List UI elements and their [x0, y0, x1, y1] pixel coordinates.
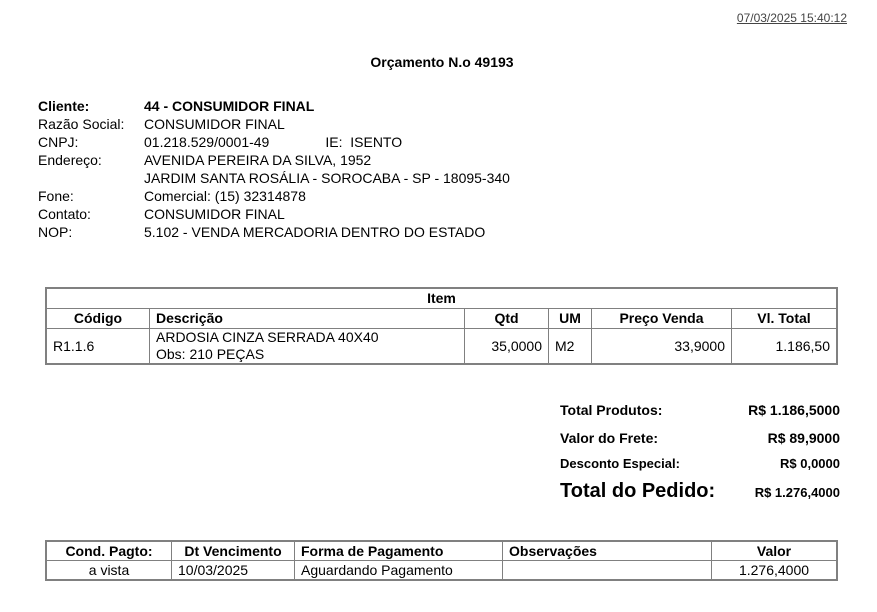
cell-preco: 33,9000	[592, 329, 732, 365]
items-caption-row	[46, 288, 837, 309]
client-row	[38, 97, 510, 115]
cnpj-row	[38, 133, 510, 151]
col-descricao: Descrição	[150, 309, 465, 329]
cell-valor: 1.276,4000	[712, 561, 838, 581]
col-um: UM	[549, 309, 592, 329]
nop-value: 5.102 - VENDA MERCADORIA DENTRO DO ESTADO	[144, 224, 486, 240]
cell-forma: Aguardando Pagamento	[295, 561, 503, 581]
total-pedido-value: R$ 1.276,4000	[754, 485, 840, 500]
ie-value: ISENTO	[350, 134, 403, 150]
desconto-value: R$ 0,0000	[780, 456, 840, 471]
nop-label: NOP:	[38, 224, 73, 240]
col-qtd: Qtd	[465, 309, 549, 329]
cell-um: M2	[549, 329, 592, 365]
razao-label: Razão Social:	[38, 116, 125, 132]
col-dt-vencimento: Dt Vencimento	[172, 541, 295, 561]
payment-table	[45, 540, 838, 581]
total-produtos-value: R$ 1.186,5000	[748, 402, 840, 418]
items-table	[45, 287, 838, 365]
cell-codigo: R1.1.6	[46, 329, 150, 365]
contato-label: Contato:	[38, 206, 91, 222]
endereco-label: Endereço:	[38, 152, 102, 168]
page-title: Orçamento N.o 49193	[370, 54, 514, 70]
payment-header-row	[46, 541, 837, 561]
cell-vencimento: 10/03/2025	[172, 561, 295, 581]
col-observacoes: Observações	[503, 541, 712, 561]
cnpj-label: CNPJ:	[38, 134, 79, 150]
spacer	[38, 169, 144, 187]
total-produtos-row	[560, 400, 840, 426]
col-cond-pagto: Cond. Pagto:	[46, 541, 172, 561]
cliente-label: Cliente:	[38, 98, 90, 114]
fone-value: Comercial: (15) 32314878	[144, 188, 306, 204]
cell-total: 1.186,50	[732, 329, 838, 365]
contato-value: CONSUMIDOR FINAL	[144, 206, 285, 222]
endereco-row	[38, 151, 510, 169]
cnpj-value: 01.218.529/0001-49	[144, 134, 270, 150]
endereco-line2: JARDIM SANTA ROSÁLIA - SOROCABA - SP - 18095-340	[144, 170, 510, 186]
totals-block	[560, 400, 840, 504]
total-pedido-row	[560, 474, 840, 504]
items-header-row	[46, 309, 837, 329]
desconto-label: Desconto Especial:	[560, 456, 680, 471]
item-description: ARDOSIA CINZA SERRADA 40X40	[156, 329, 379, 345]
razao-value: CONSUMIDOR FINAL	[144, 116, 285, 132]
fone-row	[38, 187, 510, 205]
ie-label: IE:	[325, 134, 343, 150]
razao-row	[38, 115, 510, 133]
cell-cond: a vista	[46, 561, 172, 581]
endereco-row-2	[38, 169, 510, 187]
frete-value: R$ 89,9000	[767, 430, 840, 446]
table-row	[46, 329, 837, 365]
col-preco: Preço Venda	[592, 309, 732, 329]
print-timestamp: 07/03/2025 15:40:12	[736, 11, 847, 25]
total-produtos-label: Total Produtos:	[560, 402, 663, 418]
contato-row	[38, 205, 510, 223]
cell-obs	[503, 561, 712, 581]
fone-label: Fone:	[38, 188, 74, 204]
item-obs: Obs: 210 PEÇAS	[156, 346, 265, 362]
items-caption: Item	[46, 288, 837, 309]
frete-label: Valor do Frete:	[560, 430, 659, 446]
desconto-row	[560, 452, 840, 474]
nop-row	[38, 223, 510, 241]
total-pedido-label: Total do Pedido:	[560, 480, 716, 502]
frete-row	[560, 426, 840, 452]
endereco-line1: AVENIDA PEREIRA DA SILVA, 1952	[144, 152, 372, 168]
table-row	[46, 561, 837, 581]
cell-qtd: 35,0000	[465, 329, 549, 365]
col-valor: Valor	[712, 541, 838, 561]
client-info	[38, 97, 510, 241]
cliente-value: 44 - CONSUMIDOR FINAL	[144, 98, 315, 114]
col-forma-pagamento: Forma de Pagamento	[295, 541, 503, 561]
cell-descricao	[150, 329, 465, 365]
col-total: Vl. Total	[732, 309, 838, 329]
col-codigo: Código	[46, 309, 150, 329]
